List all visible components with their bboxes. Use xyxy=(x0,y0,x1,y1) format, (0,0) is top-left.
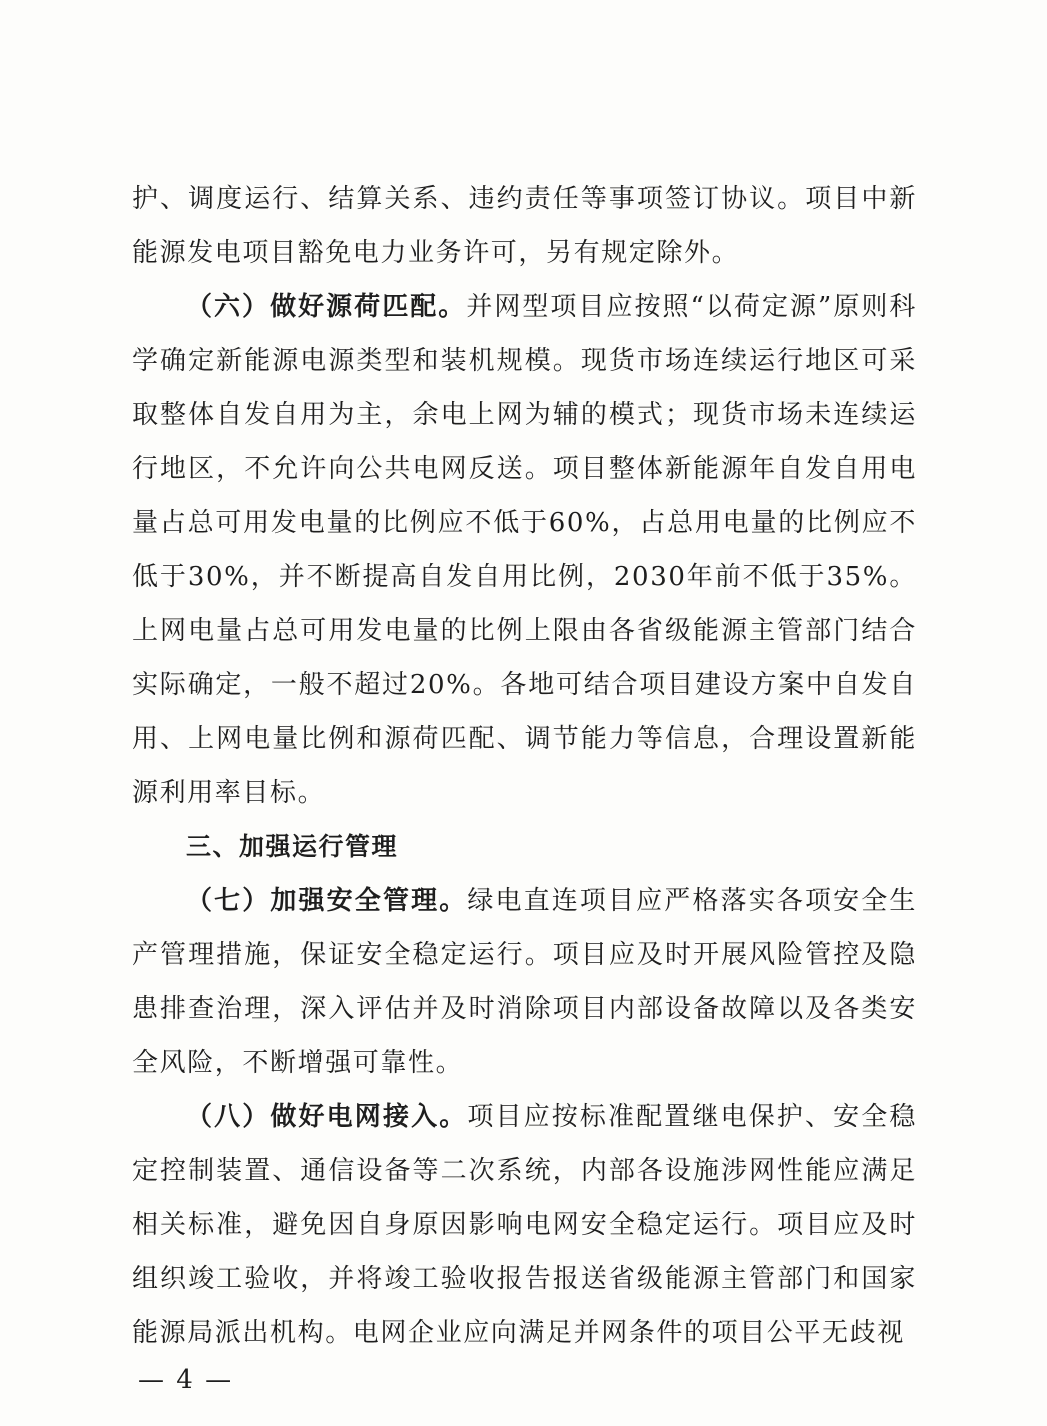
paragraph-text: 绿电直连项目应严格落实各项安全生产管理措施，保证安全稳定运行。项目应及时开展风险管控及隐患排查治理，深入评估并及时消除项目内部设备故障以及各类安全风险，不断增强可靠性。 xyxy=(132,886,917,1078)
paragraph-text: 并网型项目应按照“以荷定源”原则科学确定新能源电源类型和装机规模。现货市场连续运行地区可采取整体自发自用为主，余电上网为辅的模式；现货市场未连续运行地区，不允许向公共电网反送。项目整体新能源年自发自用电量占总可用发电量的比例应不低于60%，占总用电量的比例应不低于30%，并不断提高自发自用比例，2030年前不低于35%。上网电量占总可用发电量的比例上限由各省级能源主管部门结合实际确定，一般不超过20%。各地可结合项目建设方案中自发自用、上网电量比例和源荷匹配、调节能力等信息，合理设置新能源利用率目标。 xyxy=(132,292,917,808)
section-heading: 三、加强运行管理 xyxy=(186,832,399,861)
paragraph-text: 护、调度运行、结算关系、违约责任等事项签订协议。项目中新能源发电项目豁免电力业务许可，另有规定除外。 xyxy=(132,184,917,268)
paragraph-source-load-matching xyxy=(132,280,917,820)
page-number: — 4 — xyxy=(138,1365,234,1395)
document-body xyxy=(132,172,917,1360)
paragraph-lead: （八）做好电网接入。 xyxy=(186,1102,468,1132)
paragraph-safety-management xyxy=(132,874,917,1090)
paragraph-text: 项目应按标准配置继电保护、安全稳定控制装置、通信设备等二次系统，内部各设施涉网性能应满足相关标准，避免因自身原因影响电网安全稳定运行。项目应及时组织竣工验收，并将竣工验收报告报送省级能源主管部门和国家能源局派出机构。电网企业应向满足并网条件的项目公平无歧视 xyxy=(132,1102,917,1348)
paragraph-grid-access xyxy=(132,1090,917,1360)
paragraph-lead: （六）做好源荷匹配。 xyxy=(186,292,467,322)
paragraph-lead: （七）加强安全管理。 xyxy=(186,886,468,916)
paragraph-continuation xyxy=(132,172,917,280)
